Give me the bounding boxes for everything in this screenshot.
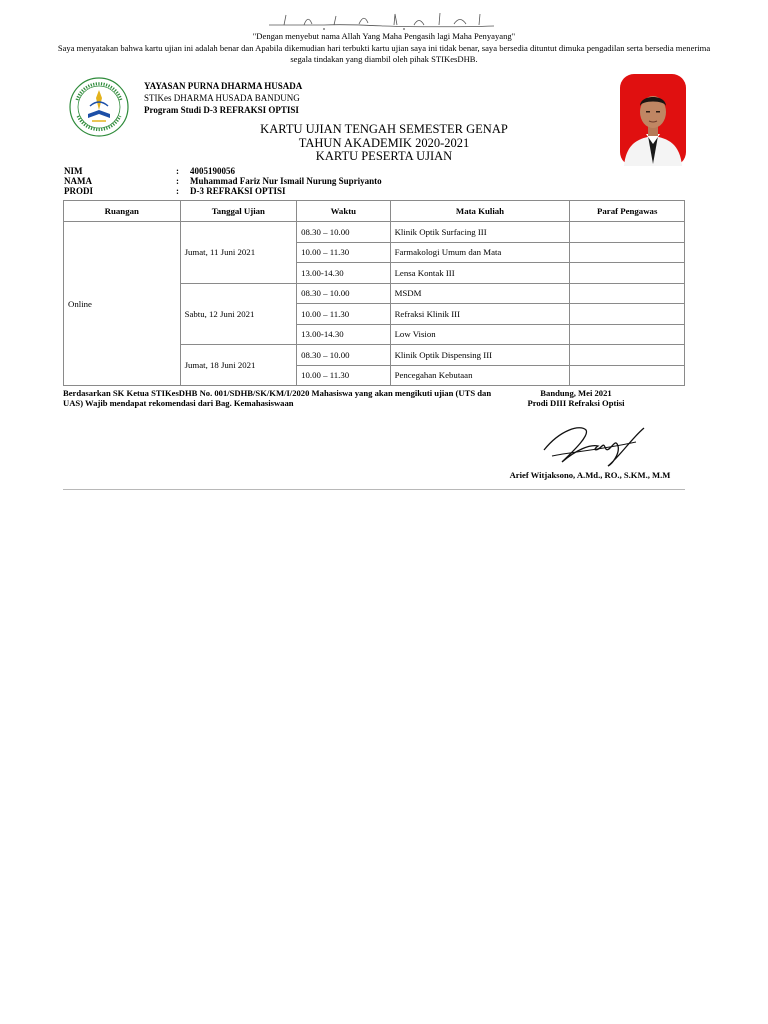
foundation-name: YAYASAN PURNA DHARMA HUSADA <box>144 81 303 91</box>
signature-cell <box>570 345 685 366</box>
portrait-photo-icon <box>620 74 686 166</box>
header-time: Waktu <box>297 201 390 222</box>
header-date: Tanggal Ujian <box>180 201 297 222</box>
academic-year: TAHUN AKADEMIK 2020-2021 <box>298 135 470 150</box>
card-subtitle: KARTU PESERTA UJIAN <box>315 149 453 163</box>
name-label: NAMA <box>64 176 92 186</box>
nim-value: 4005190056 <box>190 166 235 176</box>
separator: : <box>176 166 179 176</box>
declaration-statement: Saya menyatakan bahwa kartu ujian ini adalah benar dan Apabila dikemudian hari terbukti kartu ujian saya ini tidak benar, saya bersedia dituntut dimuka pengadilan serta bersedia menerima segala tindakan yang diambil oleh pihak STIKesDHB. <box>57 43 711 64</box>
room-cell: Online <box>64 222 181 386</box>
time-cell: 13.00-14.30 <box>297 263 390 284</box>
signature-icon <box>540 420 650 470</box>
date-cell: Jumat, 18 Juni 2021 <box>180 345 297 386</box>
time-cell: 10.00 – 11.30 <box>297 242 390 263</box>
course-cell: Lensa Kontak III <box>390 263 570 284</box>
table-header-row <box>64 201 685 222</box>
signature-cell <box>570 304 685 325</box>
prodi-value: D-3 REFRAKSI OPTISI <box>190 186 286 196</box>
institution-logo <box>68 76 130 138</box>
bottom-divider <box>63 489 685 490</box>
logo-emblem-icon <box>68 76 130 138</box>
header-signature: Paraf Pengawas <box>570 201 685 222</box>
school-name: STIKes DHARMA HUSADA BANDUNG <box>144 93 300 103</box>
signature-cell <box>570 283 685 304</box>
course-cell: Klinik Optik Surfacing III <box>390 222 570 243</box>
handwritten-signature <box>540 420 650 470</box>
card-titles <box>150 123 618 164</box>
exam-schedule-table <box>63 200 685 386</box>
signature-cell <box>570 242 685 263</box>
course-cell: Klinik Optik Dispensing III <box>390 345 570 366</box>
separator: : <box>176 176 179 186</box>
exam-title: KARTU UJIAN TENGAH SEMESTER GENAP <box>260 122 508 136</box>
name-row <box>64 176 382 186</box>
student-photo <box>620 74 686 166</box>
opening-quote: "Dengan menyebut nama Allah Yang Maha Pengasih lagi Maha Penyayang" <box>252 31 516 41</box>
program-name: Program Studi D-3 REFRAKSI OPTISI <box>144 105 299 115</box>
date-cell: Sabtu, 12 Juni 2021 <box>180 283 297 345</box>
date-cell: Jumat, 11 Juni 2021 <box>180 222 297 284</box>
table-row <box>64 222 685 243</box>
course-cell: Pencegahan Kebutaan <box>390 365 570 386</box>
place-date: Bandung, Mei 2021 <box>540 388 612 398</box>
regulation-note: Berdasarkan SK Ketua STIKesDHB No. 001/SDHB/SK/KM/I/2020 Mahasiswa yang akan mengikuti ujian (UTS dan UAS) Wajib mendapat rekomendasi dari Bag. Kemahasiswaan <box>63 388 492 408</box>
calligraphy-icon <box>264 10 504 32</box>
course-cell: MSDM <box>390 283 570 304</box>
time-cell: 10.00 – 11.30 <box>297 304 390 325</box>
prodi-row <box>64 186 382 196</box>
signature-cell <box>570 324 685 345</box>
signature-cell <box>570 263 685 284</box>
nim-label: NIM <box>64 166 83 176</box>
signature-cell <box>570 222 685 243</box>
bismillah-calligraphy <box>0 10 768 32</box>
nim-row <box>64 166 382 176</box>
separator: : <box>176 186 179 196</box>
signer-name: Arief Witjaksono, A.Md., RO., S.KM., M.M <box>509 470 671 480</box>
time-cell: 08.30 – 10.00 <box>297 345 390 366</box>
course-cell: Low Vision <box>390 324 570 345</box>
institution-block <box>144 80 302 116</box>
prodi-label: PRODI <box>64 186 93 196</box>
header-course: Mata Kuliah <box>390 201 570 222</box>
course-cell: Farmakologi Umum dan Mata <box>390 242 570 263</box>
time-cell: 10.00 – 11.30 <box>297 365 390 386</box>
time-cell: 13.00-14.30 <box>297 324 390 345</box>
time-cell: 08.30 – 10.00 <box>297 222 390 243</box>
signature-cell <box>570 365 685 386</box>
signature-block <box>516 389 636 408</box>
name-value: Muhammad Fariz Nur Ismail Nurung Supriyanto <box>190 176 382 186</box>
header-room: Ruangan <box>64 201 181 222</box>
course-cell: Refraksi Klinik III <box>390 304 570 325</box>
signer-position: Prodi DIII Refraksi Optisi <box>527 397 625 408</box>
time-cell: 08.30 – 10.00 <box>297 283 390 304</box>
student-info <box>64 166 382 196</box>
